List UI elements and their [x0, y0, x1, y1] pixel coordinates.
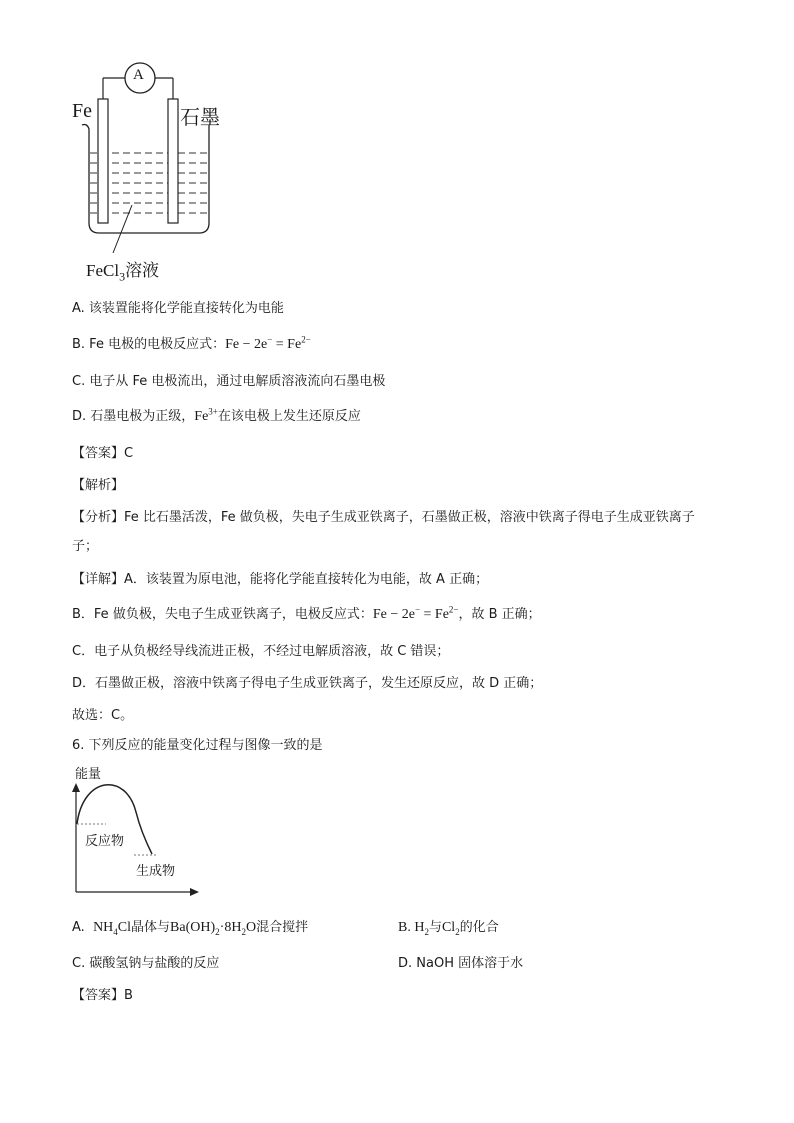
- reactant-label: 反应物: [85, 834, 125, 849]
- xiangjie-b: B．Fe 做负极，失电子生成亚铁离子，电极反应式：$Fe - 2e^- = Fe^{2-}$，故 B 正确；: [72, 604, 541, 622]
- q6-option-c: C. 碳酸氢钠与盐酸的反应: [72, 956, 220, 971]
- analysis-heading: 【解析】: [72, 478, 125, 493]
- q6-option-a: A. $NH_4Cl$晶体与$Ba(OH)_2\cdot 8H_2O$混合搅拌: [72, 920, 309, 937]
- solution-label: FeCl$_3$溶液: [86, 261, 160, 284]
- ammeter-label: A: [133, 67, 144, 83]
- fe-electrode: [98, 99, 108, 223]
- q6-stem: 6. 下列反应的能量变化过程与图像一致的是: [72, 738, 323, 753]
- conclusion: 故选：C。: [72, 708, 134, 723]
- xiangjie-c: C．电子从负极经导线流进正极，不经过电解质溶液，故 C 错误；: [72, 644, 450, 659]
- answer-q6: 【答案】B: [72, 988, 133, 1003]
- option-a: A. 该装置能将化学能直接转化为电能: [72, 301, 284, 316]
- fe-electrode-label: Fe: [72, 100, 92, 122]
- fenxi-line1: 【分析】Fe 比石墨活泼，Fe 做负极，失电子生成亚铁离子，石墨做正极，溶液中铁离子得电子生成亚铁离子: [72, 510, 695, 525]
- solution-pointer: [113, 205, 132, 253]
- xiangjie-d: D．石墨做正极，溶液中铁离子得电子生成亚铁离子，发生还原反应，故 D 正确；: [72, 676, 543, 691]
- option-d: D. 石墨电极为正级，$Fe^{3+}$在该电极上发生还原反应: [72, 406, 361, 424]
- option-c: C. 电子从 Fe 电极流出，通过电解质溶液流向石墨电极: [72, 374, 386, 389]
- option-b: B. Fe 电极的电极反应式：$Fe - 2e^- = Fe^{2-}$: [72, 334, 311, 352]
- xiangjie-a: 【详解】A．该装置为原电池，能将化学能直接转化为电能，故 A 正确；: [72, 572, 489, 587]
- fenxi-line2: 子；: [72, 539, 99, 554]
- graphite-electrode-label: 石墨: [180, 107, 220, 129]
- q6-option-d: D. NaOH 固体溶于水: [398, 956, 524, 971]
- product-label: 生成物: [136, 864, 176, 879]
- galvanic-cell-diagram: [60, 55, 260, 285]
- q6-option-b: B. $H_2$与$Cl_2$的化合: [398, 920, 499, 937]
- energy-axis-label: 能量: [75, 767, 102, 782]
- answer-q5: 【答案】C: [72, 446, 134, 461]
- graphite-electrode: [168, 99, 178, 223]
